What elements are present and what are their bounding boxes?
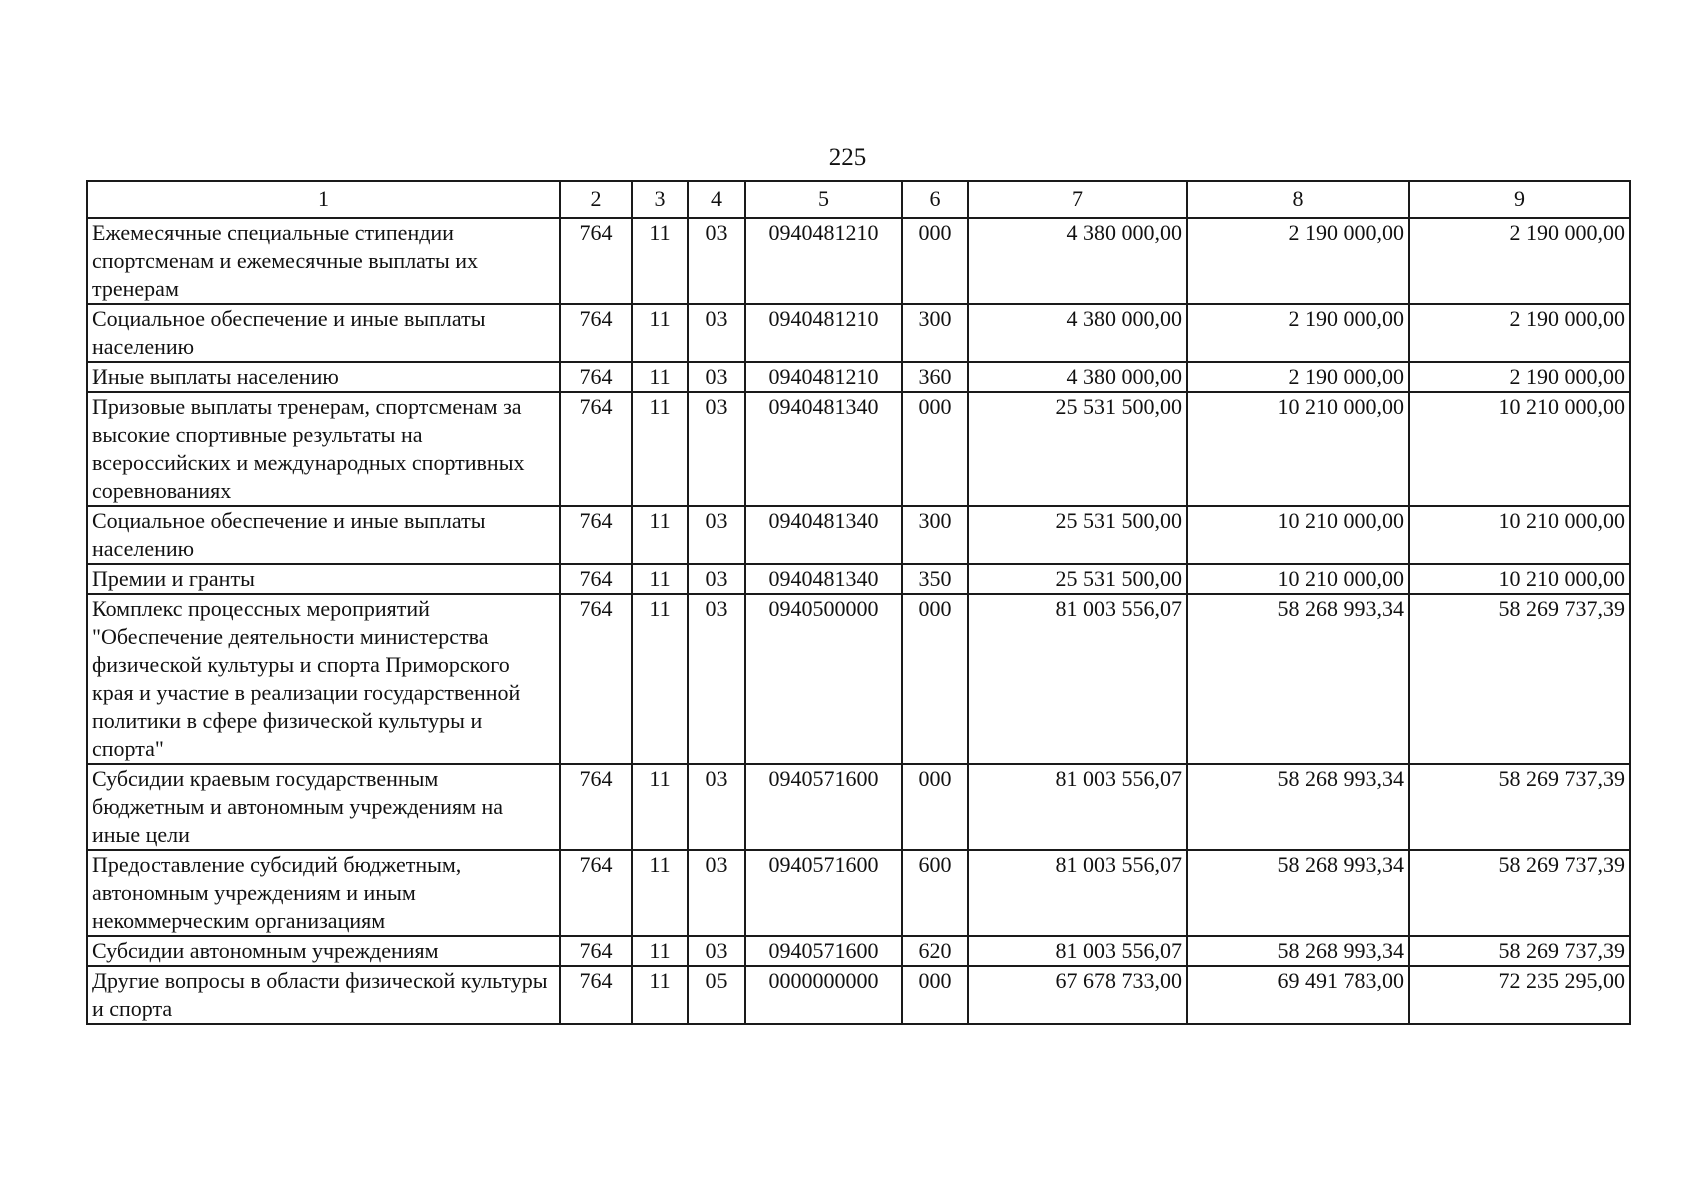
amount-col7: 81 003 556,07: [968, 850, 1187, 936]
expense-type-code: 600: [902, 850, 968, 936]
column-header-7: 7: [968, 181, 1187, 218]
expense-type-code: 300: [902, 304, 968, 362]
amount-col8: 2 190 000,00: [1187, 362, 1409, 392]
amount-col8: 69 491 783,00: [1187, 966, 1409, 1024]
column-header-2: 2: [560, 181, 632, 218]
amount-col8: 58 268 993,34: [1187, 936, 1409, 966]
table-row: [87, 304, 1630, 362]
item-name: Призовые выплаты тренерам, спортсменам за высокие спортивные результаты на всероссийских и международных спортивных соревнованиях: [87, 392, 560, 506]
section-code: 11: [632, 936, 688, 966]
amount-col9: 10 210 000,00: [1409, 564, 1630, 594]
item-name: Ежемесячные специальные стипендии спортсменам и ежемесячные выплаты их тренерам: [87, 218, 560, 304]
amount-col8: 2 190 000,00: [1187, 218, 1409, 304]
ministry-code: 764: [560, 764, 632, 850]
subsection-code: 03: [688, 506, 745, 564]
column-header-9: 9: [1409, 181, 1630, 218]
ministry-code: 764: [560, 850, 632, 936]
amount-col7: 81 003 556,07: [968, 594, 1187, 764]
header-row: [87, 181, 1630, 218]
ministry-code: 764: [560, 936, 632, 966]
target-code: 0940481210: [745, 304, 902, 362]
subsection-code: 05: [688, 966, 745, 1024]
column-header-5: 5: [745, 181, 902, 218]
subsection-code: 03: [688, 850, 745, 936]
subsection-code: 03: [688, 218, 745, 304]
ministry-code: 764: [560, 362, 632, 392]
amount-col8: 2 190 000,00: [1187, 304, 1409, 362]
column-header-4: 4: [688, 181, 745, 218]
item-name: Субсидии автономным учреждениям: [87, 936, 560, 966]
amount-col7: 25 531 500,00: [968, 506, 1187, 564]
target-code: 0940571600: [745, 764, 902, 850]
amount-col9: 10 210 000,00: [1409, 392, 1630, 506]
table-row: [87, 362, 1630, 392]
expense-type-code: 300: [902, 506, 968, 564]
page-number: 225: [828, 144, 867, 171]
item-name: Премии и гранты: [87, 564, 560, 594]
target-code: 0940481340: [745, 392, 902, 506]
subsection-code: 03: [688, 392, 745, 506]
column-header-8: 8: [1187, 181, 1409, 218]
expense-type-code: 360: [902, 362, 968, 392]
expense-type-code: 620: [902, 936, 968, 966]
expense-type-code: 000: [902, 966, 968, 1024]
section-code: 11: [632, 564, 688, 594]
item-name: Другие вопросы в области физической культуры и спорта: [87, 966, 560, 1024]
ministry-code: 764: [560, 564, 632, 594]
section-code: 11: [632, 850, 688, 936]
amount-col7: 81 003 556,07: [968, 936, 1187, 966]
amount-col9: 58 269 737,39: [1409, 936, 1630, 966]
expense-type-code: 000: [902, 594, 968, 764]
target-code: 0940481210: [745, 362, 902, 392]
item-name: Субсидии краевым государственным бюджетным и автономным учреждениям на иные цели: [87, 764, 560, 850]
amount-col9: 58 269 737,39: [1409, 764, 1630, 850]
expense-type-code: 350: [902, 564, 968, 594]
section-code: 11: [632, 966, 688, 1024]
amount-col7: 4 380 000,00: [968, 362, 1187, 392]
amount-col7: 81 003 556,07: [968, 764, 1187, 850]
subsection-code: 03: [688, 594, 745, 764]
subsection-code: 03: [688, 564, 745, 594]
expense-type-code: 000: [902, 218, 968, 304]
amount-col7: 4 380 000,00: [968, 304, 1187, 362]
amount-col8: 58 268 993,34: [1187, 764, 1409, 850]
item-name: Иные выплаты населению: [87, 362, 560, 392]
ministry-code: 764: [560, 594, 632, 764]
subsection-code: 03: [688, 304, 745, 362]
expense-type-code: 000: [902, 764, 968, 850]
section-code: 11: [632, 506, 688, 564]
table-row: [87, 850, 1630, 936]
section-code: 11: [632, 304, 688, 362]
target-code: 0940481340: [745, 564, 902, 594]
amount-col7: 25 531 500,00: [968, 564, 1187, 594]
amount-col7: 67 678 733,00: [968, 966, 1187, 1024]
table-row: [87, 966, 1630, 1024]
section-code: 11: [632, 218, 688, 304]
budget-table: [86, 180, 1631, 1025]
section-code: 11: [632, 392, 688, 506]
target-code: 0000000000: [745, 966, 902, 1024]
amount-col8: 10 210 000,00: [1187, 392, 1409, 506]
expense-type-code: 000: [902, 392, 968, 506]
column-header-3: 3: [632, 181, 688, 218]
ministry-code: 764: [560, 506, 632, 564]
ministry-code: 764: [560, 304, 632, 362]
amount-col9: 72 235 295,00: [1409, 966, 1630, 1024]
table-row: [87, 594, 1630, 764]
table-row: [87, 764, 1630, 850]
amount-col9: 2 190 000,00: [1409, 362, 1630, 392]
item-name: Комплекс процессных мероприятий "Обеспечение деятельности министерства физической культуры и спорта Приморского края и участие в реализации государственной политики в сфере физической культуры и спорта": [87, 594, 560, 764]
table-row: [87, 564, 1630, 594]
section-code: 11: [632, 594, 688, 764]
amount-col9: 58 269 737,39: [1409, 850, 1630, 936]
target-code: 0940481340: [745, 506, 902, 564]
column-header-6: 6: [902, 181, 968, 218]
subsection-code: 03: [688, 936, 745, 966]
target-code: 0940500000: [745, 594, 902, 764]
target-code: 0940571600: [745, 850, 902, 936]
table-row: [87, 218, 1630, 304]
amount-col9: 2 190 000,00: [1409, 218, 1630, 304]
amount-col8: 10 210 000,00: [1187, 506, 1409, 564]
item-name: Социальное обеспечение и иные выплаты населению: [87, 506, 560, 564]
table-row: [87, 936, 1630, 966]
target-code: 0940481210: [745, 218, 902, 304]
amount-col7: 25 531 500,00: [968, 392, 1187, 506]
amount-col8: 58 268 993,34: [1187, 594, 1409, 764]
amount-col9: 58 269 737,39: [1409, 594, 1630, 764]
subsection-code: 03: [688, 764, 745, 850]
table-row: [87, 506, 1630, 564]
ministry-code: 764: [560, 218, 632, 304]
target-code: 0940571600: [745, 936, 902, 966]
table-row: [87, 392, 1630, 506]
item-name: Предоставление субсидий бюджетным, автономным учреждениям и иным некоммерческим организациям: [87, 850, 560, 936]
amount-col8: 10 210 000,00: [1187, 564, 1409, 594]
column-header-1: 1: [87, 181, 560, 218]
ministry-code: 764: [560, 966, 632, 1024]
amount-col9: 10 210 000,00: [1409, 506, 1630, 564]
section-code: 11: [632, 764, 688, 850]
subsection-code: 03: [688, 362, 745, 392]
ministry-code: 764: [560, 392, 632, 506]
item-name: Социальное обеспечение и иные выплаты населению: [87, 304, 560, 362]
amount-col9: 2 190 000,00: [1409, 304, 1630, 362]
amount-col8: 58 268 993,34: [1187, 850, 1409, 936]
amount-col7: 4 380 000,00: [968, 218, 1187, 304]
section-code: 11: [632, 362, 688, 392]
